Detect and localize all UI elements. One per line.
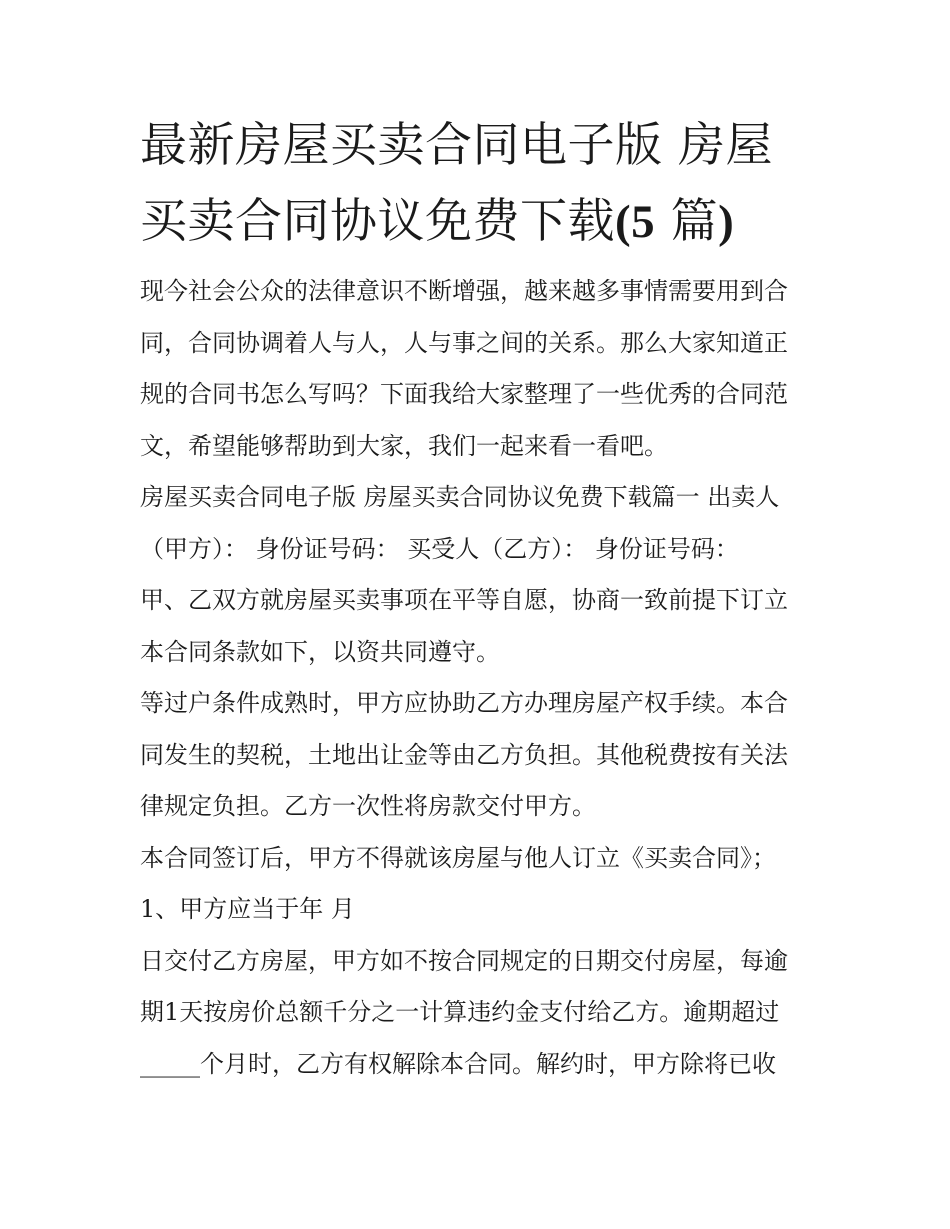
body-line: 1、甲方应当于年 月 [140,895,355,923]
body-line: 本合同签订后，甲方不得就该房屋与他人订立《买卖合同》； [140,843,776,872]
document-title [140,108,830,260]
body-line: 本合同条款如下，以资共同遵守。 [140,637,500,666]
title-line-1: 最新房屋买卖合同电子版 房屋 [140,118,773,173]
body-line: 同，合同协调着人与人，人与事之间的关系。那么大家知道正 [140,328,788,357]
body-line: 律规定负担。乙方一次性将房款交付甲方。 [140,792,596,820]
title-line-2: 买卖合同协议免费下载 [140,194,615,249]
body-line: 日交付乙方房屋，甲方如不按合同规定的日期交付房屋，每逾 [140,946,788,975]
body-line: _____个月时，乙方有权解除本合同。解约时，甲方除将已收 [140,1049,776,1078]
body-line: 等过户条件成熟时，甲方应协助乙方办理房屋产权手续。本合 [140,689,788,717]
body-line: 期1天按房价总额千分之一计算违约金支付给乙方。逾期超过 [140,998,780,1026]
body-line: 规的合同书怎么写吗？下面我给大家整理了一些优秀的合同范 [140,380,788,408]
body-line: 现今社会公众的法律意识不断增强，越来越多事情需要用到合 [140,277,788,305]
body-line: 文，希望能够帮助到大家，我们一起来看一看吧。 [140,431,668,460]
body-line: 房屋买卖合同电子版 房屋买卖合同协议免费下载篇一 出卖人 [140,483,780,511]
document-body [140,266,830,1090]
body-line: （甲方）： 身份证号码： 买受人（乙方）： 身份证号码： [140,534,739,563]
title-count-open: (5 [615,196,656,248]
title-count-unit: 篇 [655,194,719,249]
document-page [140,108,830,1090]
body-line: 同发生的契税，土地出让金等由乙方负担。其他税费按有关法 [140,740,788,769]
body-line: 甲、乙双方就房屋买卖事项在平等自愿，协商一致前提下订立 [140,586,788,614]
title-count-close: ) [718,196,735,248]
